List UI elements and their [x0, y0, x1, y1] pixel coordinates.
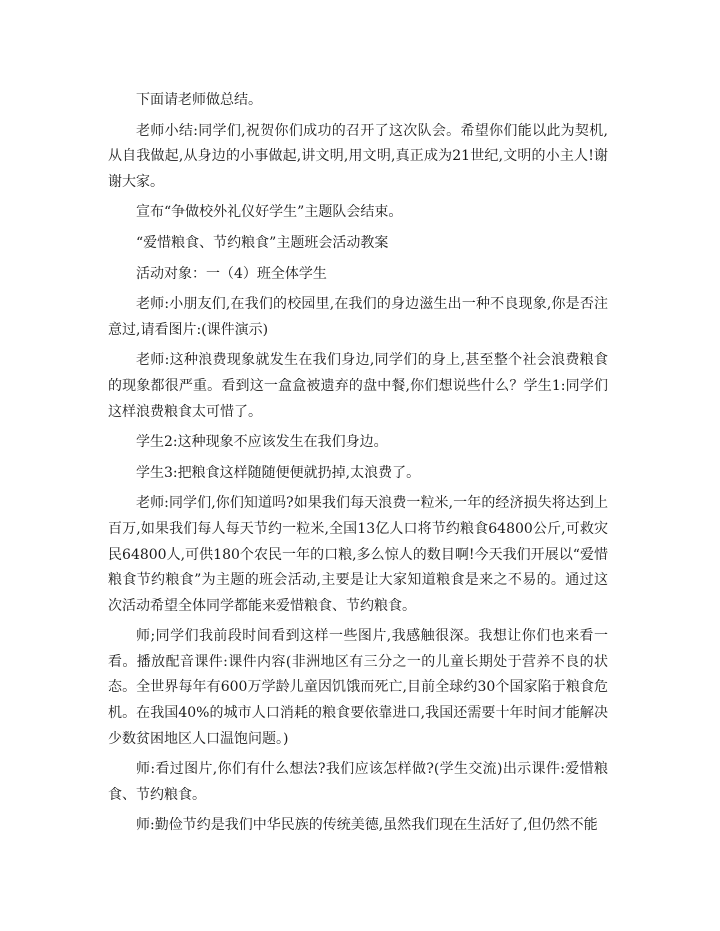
section-title: “爱惜粮食、节约粮食”主题班会活动教案: [136, 234, 389, 251]
paragraph: 学生2:这种现象不应该发生在我们身边。: [136, 434, 388, 451]
paragraph: 老师:小朋友们,在我们的校园里,在我们的身边滋生出一种不良现象,你是否注意过,请看图片:(课件演示): [108, 296, 608, 338]
paragraph: 老师小结:同学们,祝贺你们成功的召开了这次队会。希望你们能以此为契机,从自我做起,从身边的小事做起,讲文明,用文明,真正成为21世纪,文明的小主人!谢谢大家。: [108, 122, 608, 190]
paragraph: 学生3:把粮食这样随随便便就扔掉,太浪费了。: [136, 464, 421, 481]
paragraph: 师;同学们我前段时间看到这样一些图片,我感触很深。我想让你们也来看一看。播放配音课件:课件内容(非洲地区有三分之一的儿童长期处于营养不良的状态。全世界每年有600万学龄儿童因饥饿而死亡,目前全球约30个国家陷于粮食危机。在我国40%的城市人口消耗的粮食要依靠进口,我国还需要十年时间才能解决少数贫困地区人口温饱问题。): [108, 628, 608, 747]
paragraph: 老师:这种浪费现象就发生在我们身边,同学们的身上,甚至整个社会浪费粮食的现象都很严重。看到这一盒盒被遗弃的盘中餐,你们想说些什么？学生1:同学们这样浪费粮食太可惜了。: [108, 352, 608, 420]
paragraph: 师:勤俭节约是我们中华民族的传统美德,虽然我们现在生活好了,但仍然不能: [136, 817, 598, 834]
document-body: [108, 88, 608, 844]
paragraph: 活动对象：一（4）班全体学生: [136, 265, 327, 282]
paragraph: 师:看过图片,你们有什么想法?我们应该怎样做?(学生交流)出示课件:爱惜粮食、节约粮食。: [108, 761, 608, 803]
paragraph: 老师:同学们,你们知道吗?如果我们每天浪费一粒米,一年的经济损失将达到上百万,如果我们每人每天节约一粒米,全国13亿人口将节约粮食64800公斤,可救灾民64800人,可供180个农民一年的口粮,多么惊人的数目啊!今天我们开展以“爱惜粮食节约粮食”为主题的班会活动,主要是让大家知道粮食是来之不易的。通过这次活动希望全体同学都能来爱惜粮食、节约粮食。: [108, 495, 608, 614]
paragraph: 下面请老师做总结。: [136, 92, 262, 108]
paragraph: 宣布“争做校外礼仪好学生”主题队会结束。: [136, 204, 403, 221]
